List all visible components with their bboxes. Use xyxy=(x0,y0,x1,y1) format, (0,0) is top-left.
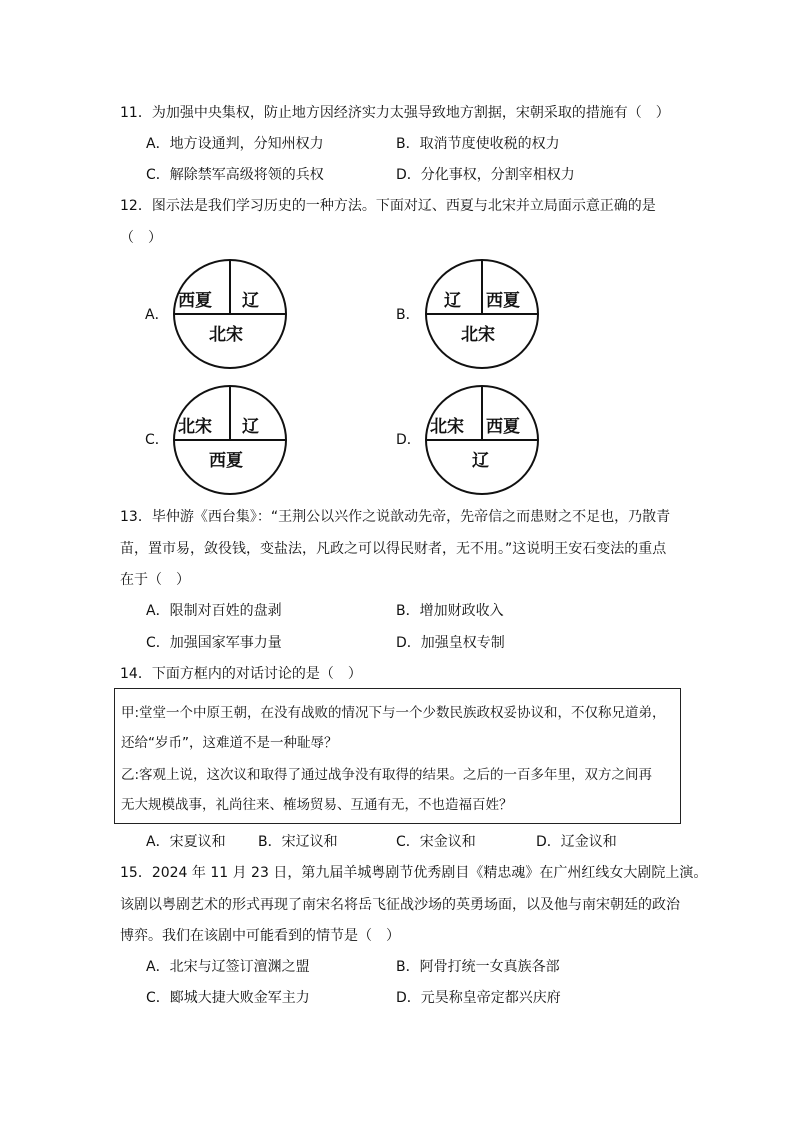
q12-diagram-b-svg xyxy=(424,258,540,370)
q12-a-top-left-label: 西夏 xyxy=(178,291,212,311)
q11-option-c: C．解除禁军高级将领的兵权 xyxy=(146,167,324,183)
q13-line-3: 在于（ ） xyxy=(120,572,190,588)
q12-option-d-label: D． xyxy=(396,432,421,448)
q13-option-b: B．增加财政收入 xyxy=(396,603,504,619)
q12-diagram-a xyxy=(172,258,288,370)
q12-d-top-left-label: 北宋 xyxy=(430,417,464,437)
q11-option-d: D．分化事权，分割宰相权力 xyxy=(396,167,575,183)
q12-diagram-b xyxy=(424,258,540,370)
q12-d-top-right-label: 西夏 xyxy=(486,417,520,437)
q13-option-c: C．加强国家军事力量 xyxy=(146,635,282,651)
q12-a-top-right-label: 辽 xyxy=(242,291,259,311)
q11-option-a: A．地方设通判，分知州权力 xyxy=(146,136,324,152)
q15-option-b: B．阿骨打统一女真族各部 xyxy=(396,959,560,975)
q13-option-d: D．加强皇权专制 xyxy=(396,635,505,651)
q13-line-2: 苗，置市易，敛役钱，变盐法，凡政之可以得民财者，无不用。”这说明王安石变法的重点 xyxy=(120,541,667,557)
q12-stem: 12．图示法是我们学习历史的一种方法。下面对辽、西夏与北宋并立局面示意正确的是 xyxy=(120,198,656,214)
q12-c-top-right-label: 辽 xyxy=(242,417,259,437)
q12-b-top-left-label: 辽 xyxy=(444,291,461,311)
q12-diagram-d-svg xyxy=(424,384,540,496)
q14-option-c: C．宋金议和 xyxy=(396,834,476,850)
dialogue-line-3: 乙:客观上说，这次议和取得了通过战争没有取得的结果。之后的一百多年里，双方之间再 xyxy=(121,767,653,783)
dialogue-box xyxy=(114,688,681,824)
q12-diagram-a-svg xyxy=(172,258,288,370)
q12-d-bottom-label: 辽 xyxy=(472,451,489,471)
q12-diagram-c-svg xyxy=(172,384,288,496)
q13-line-1: 13．毕仲游《西台集》：“王荆公以兴作之说歆动先帝，先帝信之而患财之不足也，乃散青 xyxy=(120,509,671,525)
q15-line-1: 15．2024 年 11 月 23 日，第九届羊城粤剧节优秀剧目《精忠魂》在广州红线女大剧院上演。 xyxy=(120,865,708,881)
q12-a-bottom-label: 北宋 xyxy=(209,325,243,345)
q12-diagram-c xyxy=(172,384,288,496)
q12-diagram-d xyxy=(424,384,540,496)
q15-line-2: 该剧以粤剧艺术的形式再现了南宋名将岳飞征战沙场的英勇场面，以及他与南宋朝廷的政治 xyxy=(120,897,680,913)
q14-option-d: D．辽金议和 xyxy=(536,834,617,850)
q12-paren: （ ） xyxy=(120,230,162,246)
q12-option-b-label: B． xyxy=(396,307,420,323)
q15-option-c: C．郾城大捷大败金军主力 xyxy=(146,990,310,1006)
q15-option-a: A．北宋与辽签订澶渊之盟 xyxy=(146,959,310,975)
q12-c-top-left-label: 北宋 xyxy=(178,417,212,437)
q14-option-b: B．宋辽议和 xyxy=(258,834,338,850)
q15-line-3: 博弈。我们在该剧中可能看到的情节是（ ） xyxy=(120,928,400,944)
q12-c-bottom-label: 西夏 xyxy=(209,451,243,471)
q15-option-d: D．元昊称皇帝定都兴庆府 xyxy=(396,990,561,1006)
dialogue-line-4: 无大规模战事，礼尚往来、榷场贸易、互通有无，不也造福百姓？ xyxy=(121,797,513,813)
q12-option-a-label: A． xyxy=(145,307,169,323)
q12-b-top-right-label: 西夏 xyxy=(486,291,520,311)
dialogue-line-2: 还给“岁币”，这难道不是一种耻辱？ xyxy=(121,735,338,751)
q13-option-a: A．限制对百姓的盘剥 xyxy=(146,603,282,619)
q11-stem: 11．为加强中央集权，防止地方因经济实力太强导致地方割据，宋朝采取的措施有（ ） xyxy=(120,105,670,121)
q14-option-a: A．宋夏议和 xyxy=(146,834,226,850)
q12-b-bottom-label: 北宋 xyxy=(461,325,495,345)
dialogue-line-1: 甲:堂堂一个中原王朝，在没有战败的情况下与一个少数民族政权妥协议和，不仅称兄道弟， xyxy=(121,705,666,721)
q11-option-b: B．取消节度使收税的权力 xyxy=(396,136,560,152)
q14-stem: 14．下面方框内的对话讨论的是（ ） xyxy=(120,666,362,682)
q12-option-c-label: C． xyxy=(145,432,169,448)
